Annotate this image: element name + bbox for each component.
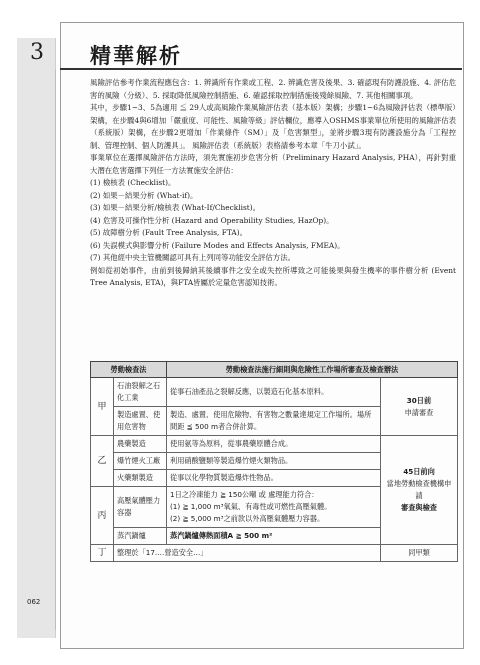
- grade-ding: 丁: [91, 545, 114, 562]
- body-text: [90, 77, 456, 290]
- industry-cell: 製造處置、使用危害物: [114, 407, 167, 436]
- paragraph-method: 事業單位在選擇風險評估方法時，須先實施初步危害分析（Preliminary Hazard Analysis, PHA），再針對重大潛在危害選擇下列任一方法實施安全評估：: [90, 153, 456, 175]
- table-row: [91, 378, 458, 407]
- table-row: [91, 545, 458, 562]
- sidebar-divider: [55, 70, 56, 630]
- list-item: (1) 檢核表 (Checklist)。: [90, 178, 176, 187]
- rule-cell: 製造、處置、使用危險物、有害物之數量達規定工作場所。場所間距 ≦ 500 m者合併計算。: [167, 407, 381, 436]
- rule-line: 1日之冷凍能力 ≧ 150公噸 或 處理能力符合：: [170, 490, 319, 499]
- review-jia: [381, 378, 458, 436]
- review-ding: 同甲類: [381, 545, 458, 562]
- list-item: (4) 危害及可操作性分析 (Hazard and Operability Studies, HazOp)。: [90, 215, 334, 225]
- rule-cell: 從事石油產品之裂解反應，以製造石化基本原料。: [167, 378, 381, 407]
- rule-line: (2) ≧ 5,000 m³之前款以外高壓氣體壓力容器。: [170, 514, 325, 523]
- list-item: (3) 如果－結果分析/檢核表 (What-If/Checklist)。: [90, 203, 260, 212]
- grade-yi: 乙: [91, 436, 114, 487]
- rule-cell: 利用硝酸鹽類等製造爆竹煙火類物品。: [167, 453, 381, 470]
- rule-cell: 使用氨等為原料，從事農藥原體合成。: [167, 436, 381, 453]
- review-jia-deadline: 30日前: [406, 395, 432, 405]
- paragraph-eta: 例如從初始事件，由前到後歸納其後續事件之安全或失控所導致之可能後果與發生機率的事件樹分析 (Event Tree Analysis, ETA)，與FTA皆屬於定量危害認知技術。: [90, 265, 456, 287]
- industry-cell: 蒸汽鍋爐: [114, 528, 167, 545]
- rule-cell: [167, 487, 381, 528]
- header-labor-inspection-act: 勞動檢查法: [91, 362, 167, 378]
- list-item: (5) 故障樹分析 (Fault Tree Analysis, FTA)。: [90, 228, 247, 237]
- industry-cell: 高壓氣體壓力容器: [114, 487, 167, 528]
- grade-jia: 甲: [91, 378, 114, 436]
- review-yi-agency: 當地勞動檢查機構申請: [386, 479, 452, 500]
- review-yi-action: 審查與檢查: [401, 503, 437, 512]
- paragraph-process: 風險評估參考作業流程應包含：1. 辨識所有作業或工程、2. 辨識危害及後果、3. 確認現有防護設施、4. 評估危害的風險（分級）、5. 採取降低風險控制措施、6. 確認採取控制措施後殘餘風險、7. 其他相關事項。: [90, 78, 456, 100]
- industry-cell: 爆竹煙火工廠: [114, 453, 167, 470]
- rule-line: (1) ≧ 1,000 m³氧氣、有毒性或可燃性高壓氣體。: [170, 502, 332, 511]
- paragraph-steps: 其中，步驟1~3、5為適用 ≦ 29人或高風險作業風險評估表（基本版）架構；步驟1~6為風險評估表（標準版）架構，在步驟4與6增加「嚴重度、可能性、風險等級」評估欄位，應導入OSHMS事業單位所使用的風險評估表（系統版）架構，在步驟2更增加「作業條件（SM）」及「危害類型」，並將步驟3現有防護設施分為「工程控制、管理控制、個人防護具」。 風險評估表（系統版）表格請參考本章「牛刀小試」。: [90, 103, 456, 150]
- review-yi-deadline: 45日前向: [403, 467, 435, 476]
- grade-bing: 丙: [91, 487, 114, 545]
- page-number: 062: [27, 598, 41, 606]
- table-row: [91, 436, 458, 453]
- header-rules: 勞動檢查法施行細則與危險性工作場所審查及檢查辦法: [167, 362, 458, 378]
- chapter-number: 3: [30, 40, 44, 65]
- rule-cell: 從事以化學物質製造爆炸性物品。: [167, 470, 381, 487]
- table-header-row: [91, 362, 458, 378]
- rule-cell: 蒸汽鍋爐傳熱面積A ≧ 500 m²: [167, 528, 381, 545]
- page-sidebar: [17, 38, 56, 638]
- list-item: (7) 其他經中央主管機關認可具有上列同等功能安全評估方法。: [90, 253, 295, 262]
- industry-cell: 石油裂解之石化工業: [114, 378, 167, 407]
- industry-cell: 農藥製造: [114, 436, 167, 453]
- chapter-title: 精華解析: [90, 44, 182, 68]
- review-yi-bing: [381, 436, 458, 545]
- review-jia-action: 申請審查: [404, 407, 434, 417]
- list-item: (6) 失誤模式與影響分析 (Failure Modes and Effects Analysis, FMEA)。: [90, 240, 345, 250]
- inspection-table: [90, 361, 458, 562]
- industry-cell: 火藥類製造: [114, 470, 167, 487]
- list-item: (2) 如果－結果分析 (What-if)。: [90, 190, 198, 200]
- title-divider: [60, 68, 462, 70]
- rule-cell: 整理於「17.…營造安全…」: [114, 545, 381, 562]
